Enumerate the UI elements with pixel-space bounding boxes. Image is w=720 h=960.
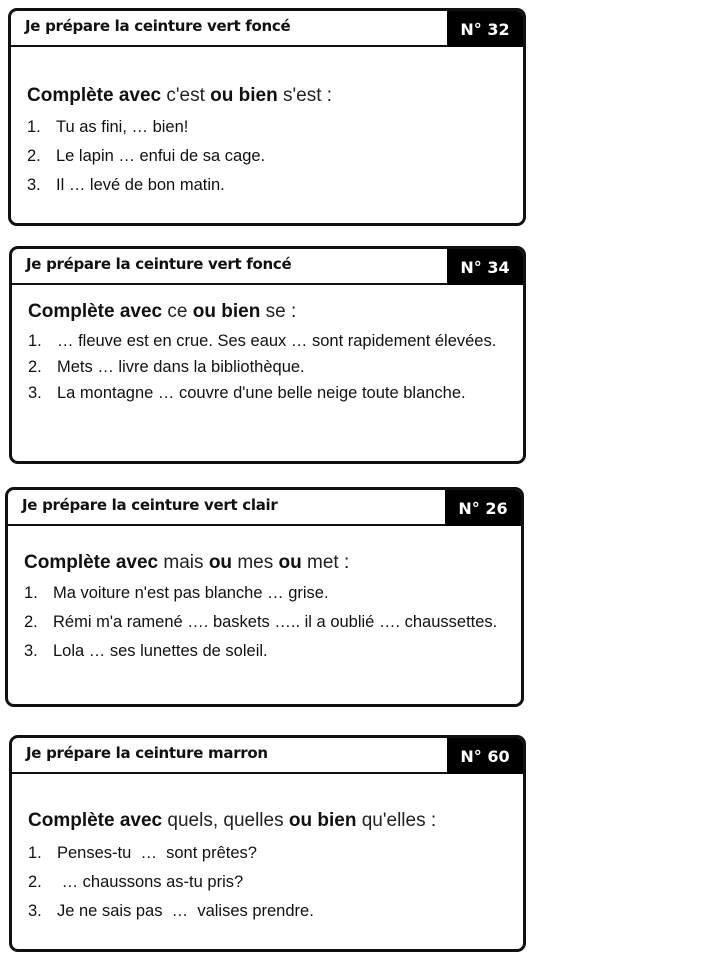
card-title: Je prépare la ceinture vert clair: [22, 496, 278, 514]
list-item: [24, 612, 501, 633]
instruction-lead: Complète avec: [28, 810, 163, 831]
instruction-separator: ou: [278, 552, 302, 573]
list-item: [27, 117, 503, 138]
item-number: 2.: [24, 613, 38, 631]
instruction-separator: ou: [208, 552, 233, 573]
item-text: Mets … livre dans la bibliothèque.: [57, 358, 305, 376]
item-number: 1.: [28, 844, 42, 862]
card-title: Je prépare la ceinture vert foncé: [25, 17, 291, 35]
list-item: [28, 383, 503, 404]
exercise-list: [28, 331, 503, 409]
item-text: La montagne … couvre d'une belle neige toute blanche.: [57, 384, 466, 402]
word-option-1: quels, quelles: [167, 810, 284, 831]
item-number: 3.: [28, 902, 42, 920]
exercise-list: [28, 843, 503, 930]
item-text: Ma voiture n'est pas blanche … grise.: [53, 584, 329, 602]
item-text: Le lapin … enfui de sa cage.: [56, 147, 266, 165]
item-number: 2.: [27, 147, 41, 165]
list-item: [27, 175, 503, 196]
list-item: [24, 641, 501, 662]
card-number-badge: N° 26: [445, 490, 521, 526]
instruction-lead: Complète avec: [27, 85, 162, 106]
instruction-separator: ou bien: [192, 301, 261, 322]
instruction-end: :: [425, 810, 437, 831]
list-item: [28, 843, 503, 864]
list-item: [28, 872, 503, 893]
word-option-1: c'est: [166, 85, 205, 106]
instruction: [28, 301, 296, 323]
list-item: [27, 146, 503, 167]
word-option-2: qu'elles: [361, 810, 426, 831]
list-item: [28, 357, 503, 378]
item-number: 1.: [24, 584, 38, 602]
item-text: Tu as fini, … bien!: [56, 118, 189, 136]
item-number: 3.: [24, 642, 38, 660]
item-text: … chaussons as-tu pris?: [57, 873, 244, 891]
item-text: Rémi m'a ramené …. baskets ….. il a oublié …. chaussettes.: [53, 613, 498, 631]
item-text: Penses-tu … sont prêtes?: [57, 844, 257, 862]
item-number: 1.: [28, 332, 42, 350]
instruction-end: :: [338, 552, 350, 573]
item-number: 3.: [28, 384, 42, 402]
item-text: Il … levé de bon matin.: [56, 176, 225, 194]
item-text: … fleuve est en crue. Ses eaux … sont rapidement élevées.: [57, 332, 497, 350]
word-option-1: mais: [163, 552, 204, 573]
card-number-badge: N° 32: [447, 11, 523, 47]
list-item: [28, 331, 503, 352]
word-option-2: se: [265, 301, 286, 322]
instruction: [27, 85, 332, 107]
instruction: [24, 552, 349, 574]
item-text: Je ne sais pas … valises prendre.: [57, 902, 314, 920]
instruction-end: :: [321, 85, 333, 106]
card-number-badge: N° 60: [447, 738, 523, 774]
word-option-2: mes: [237, 552, 274, 573]
instruction-separator: ou bien: [288, 810, 357, 831]
exercise-card-32: [8, 8, 526, 226]
exercise-card-60: [9, 735, 526, 952]
instruction-separator: ou bien: [210, 85, 278, 106]
item-number: 3.: [27, 176, 41, 194]
instruction-lead: Complète avec: [28, 301, 163, 322]
exercise-list: [27, 117, 503, 204]
instruction-lead: Complète avec: [24, 552, 159, 573]
item-number: 1.: [27, 118, 41, 136]
card-title: Je prépare la ceinture vert foncé: [26, 255, 292, 273]
item-text: Lola … ses lunettes de soleil.: [53, 642, 268, 660]
word-option-2: s'est: [283, 85, 322, 106]
item-number: 2.: [28, 873, 42, 891]
instruction-end: :: [285, 301, 297, 322]
word-option-3: met: [307, 552, 339, 573]
exercise-list: [24, 583, 501, 670]
list-item: [28, 901, 503, 922]
card-number-badge: N° 34: [447, 249, 523, 285]
instruction: [28, 810, 436, 832]
list-item: [24, 583, 501, 604]
card-title: Je prépare la ceinture marron: [26, 744, 268, 762]
exercise-card-34: [9, 246, 526, 464]
exercise-card-26: [5, 487, 524, 707]
item-number: 2.: [28, 358, 42, 376]
word-option-1: ce: [167, 301, 188, 322]
